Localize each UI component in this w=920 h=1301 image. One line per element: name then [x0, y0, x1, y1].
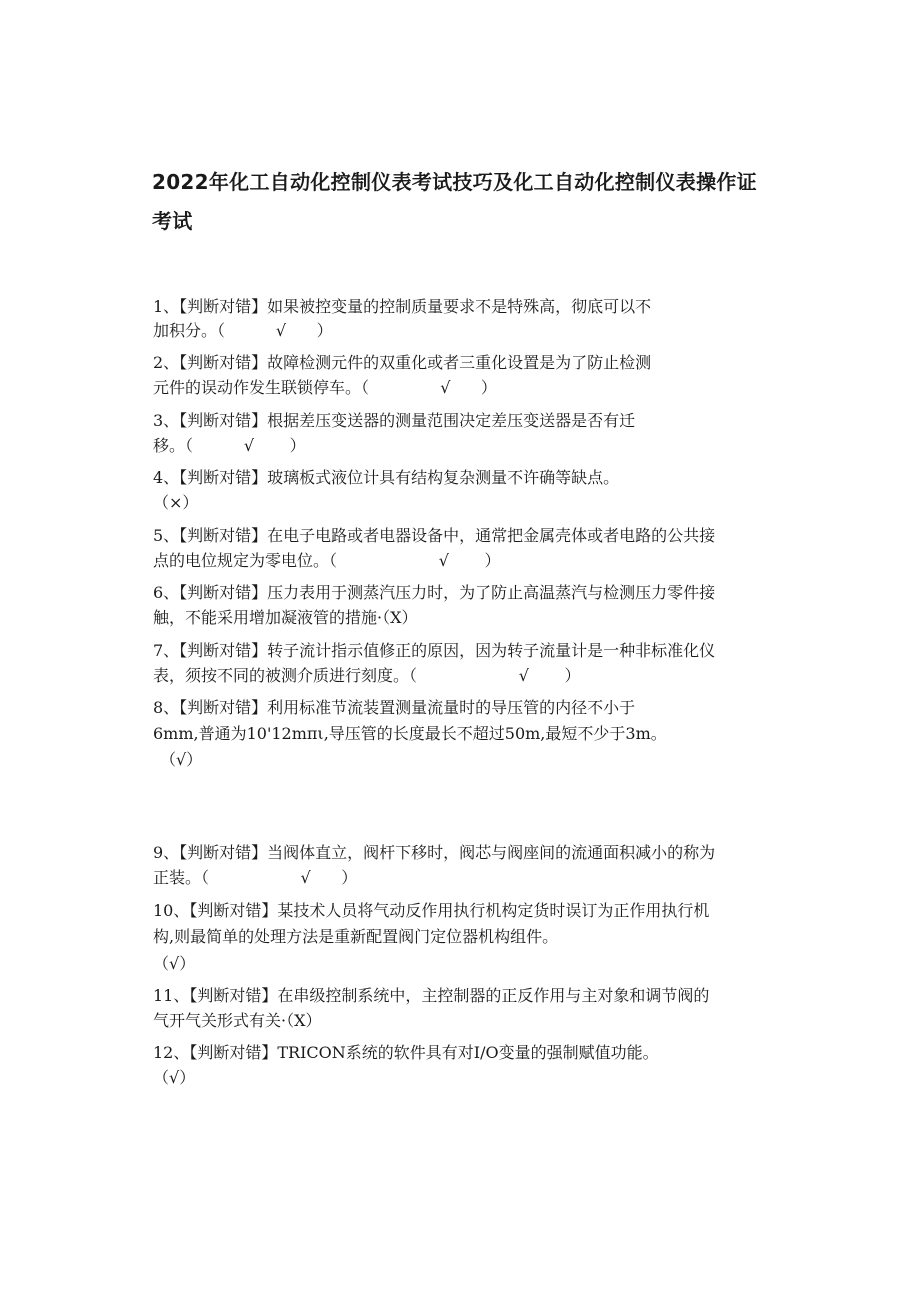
question-2-text: 2、【判断对错】故障检测元件的双重化或者三重化设置是为了防止检测: [153, 353, 652, 372]
question-11-answer: 气开气关形式有关·（X）: [153, 1011, 322, 1030]
question-5-answer: 点的电位规定为零电位。（ √ ）: [153, 551, 501, 570]
question-8-answer: （√）: [160, 750, 203, 769]
document-title-line-2: 考试: [152, 209, 193, 233]
question-2-answer: 元件的误动作发生联锁停车。（ √ ）: [153, 378, 497, 397]
question-5-text: 5、【判断对错】在电子电路或者电器设备中，通常把金属壳体或者电路的公共接: [153, 526, 716, 545]
question-10-answer: （√）: [153, 954, 196, 973]
question-12-answer: （√）: [153, 1068, 196, 1087]
question-8-detail: 6mm,普通为10'12mπι,导压管的长度最长不超过50m,最短不少于3m。: [153, 724, 667, 743]
question-12-text: 12、【判断对错】TRICON系统的软件具有对I/O变量的强制赋值功能。: [153, 1043, 659, 1062]
question-8-text: 8、【判断对错】利用标准节流装置测量流量时的导压管的内径不小于: [153, 698, 636, 717]
question-1-answer: 加积分。（ √ ）: [153, 321, 333, 340]
question-9-answer: 正装。（ √ ）: [153, 868, 358, 887]
question-11-text: 11、【判断对错】在串级控制系统中，主控制器的正反作用与主对象和调节阀的: [153, 986, 710, 1005]
question-1-text: 1、【判断对错】如果被控变量的控制质量要求不是特殊高，彻底可以不: [153, 297, 652, 316]
document-title-line-1: 2022年化工自动化控制仪表考试技巧及化工自动化控制仪表操作证: [152, 170, 757, 194]
question-10-text: 10、【判断对错】某技术人员将气动反作用执行机构定货时误订为正作用执行机: [153, 901, 710, 920]
question-9-text: 9、【判断对错】当阀体直立，阀杆下移时，阀芯与阀座间的流通面积减小的称为: [153, 843, 716, 862]
question-6-text: 6、【判断对错】压力表用于测蒸汽压力时，为了防止高温蒸汽与检测压力零件接: [153, 583, 716, 602]
question-4-answer: （×）: [153, 493, 199, 512]
question-4-text: 4、【判断对错】玻璃板式液位计具有结构复杂测量不许确等缺点。: [153, 468, 620, 487]
question-3-answer: 移。（ √ ）: [153, 436, 306, 455]
question-7-text: 7、【判断对错】转子流计指示值修正的原因，因为转子流量计是一种非标准化仪: [153, 641, 716, 660]
question-6-answer: 触，不能采用增加凝液管的措施·（X）: [153, 608, 418, 627]
question-3-text: 3、【判断对错】根据差压变送器的测量范围决定差压变送器是否有迁: [153, 411, 636, 430]
question-10-detail: 构,则最简单的处理方法是重新配置阀门定位器机构组件。: [153, 927, 559, 946]
question-7-answer: 表，须按不同的被测介质进行刻度。（ √ ）: [153, 666, 581, 685]
